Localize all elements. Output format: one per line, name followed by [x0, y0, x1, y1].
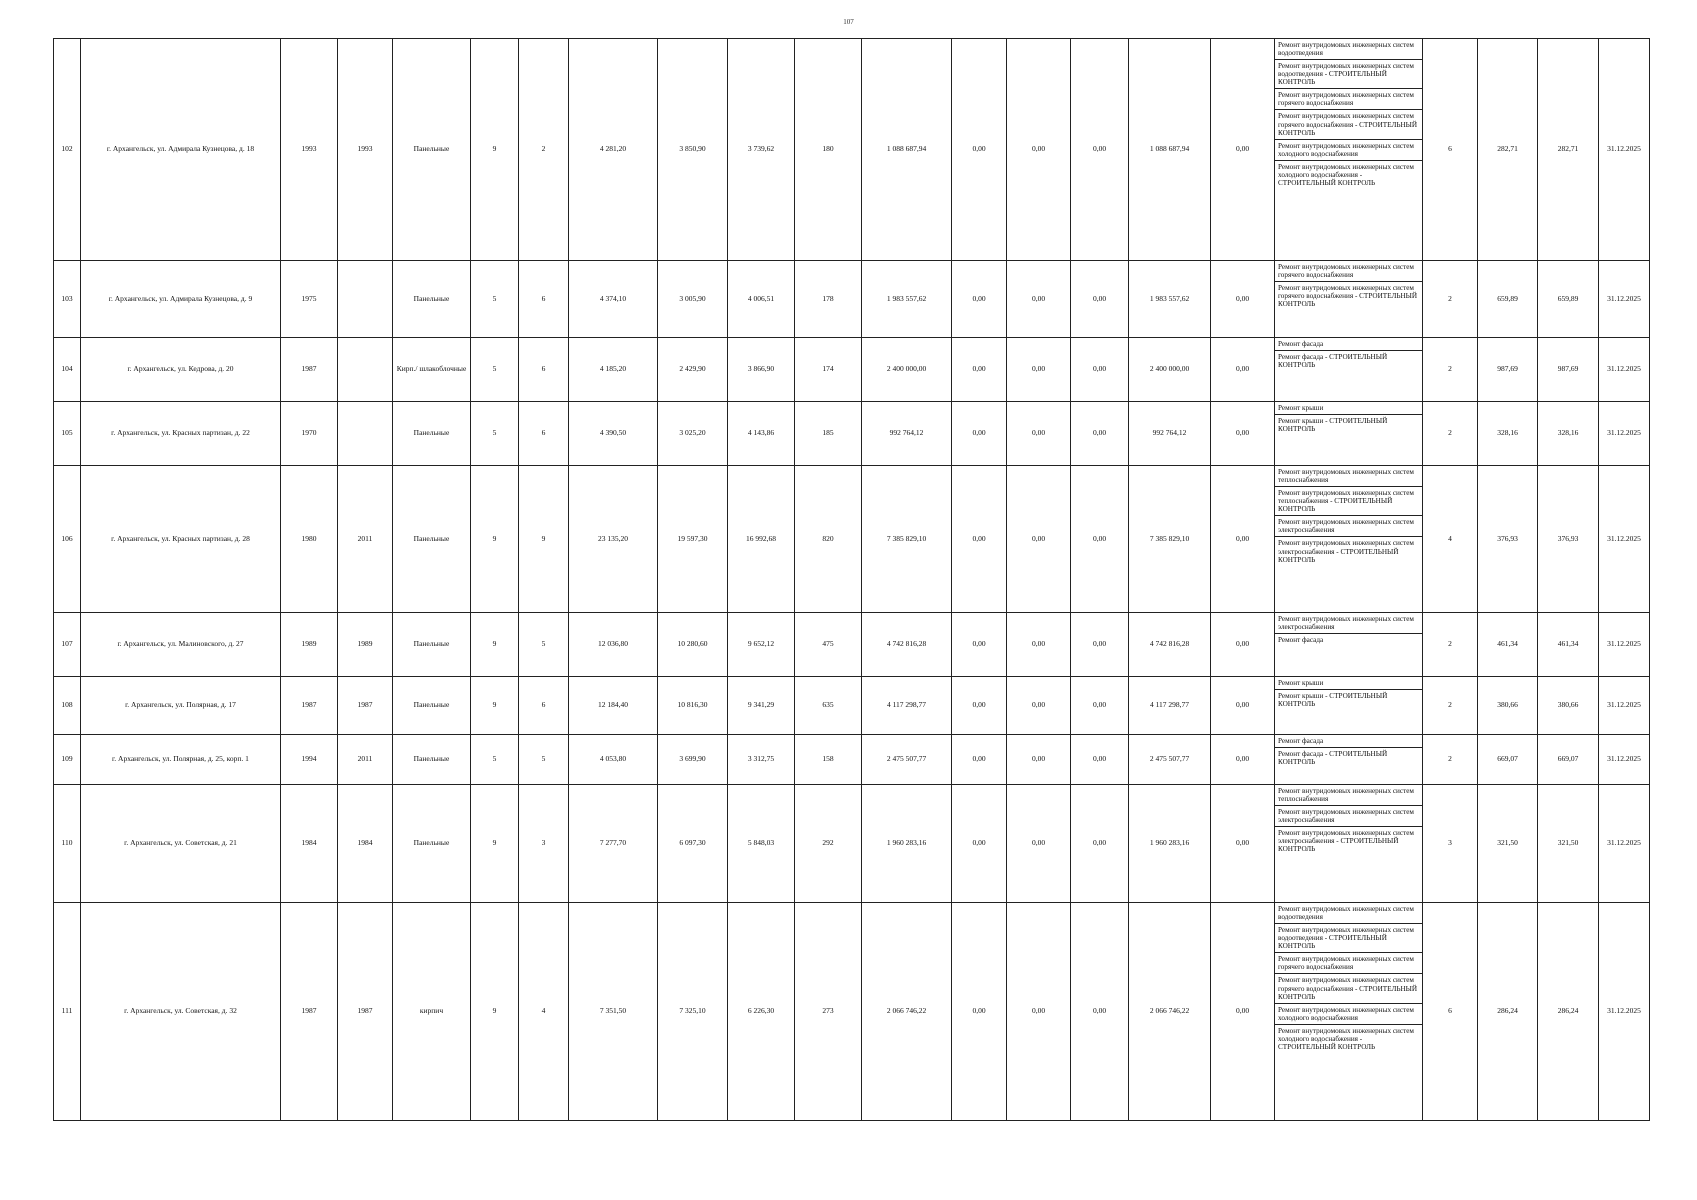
- work-item: Ремонт внутридомовых инженерных систем горячего водоснабжения - СТРОИТЕЛЬНЫЙ КОНТРОЛЬ: [1275, 110, 1422, 139]
- owned-area-cell: 9 341,29: [728, 677, 795, 735]
- year-overhaul-cell: 1987: [338, 677, 393, 735]
- works-list: [1275, 402, 1422, 435]
- owned-area-cell: 3 866,90: [728, 338, 795, 402]
- entrances-cell: 6: [519, 402, 569, 466]
- work-item: Ремонт внутридомовых инженерных систем электроснабжения - СТРОИТЕЛЬНЫЙ КОНТРОЛЬ: [1278, 829, 1414, 854]
- work-item: Ремонт внутридомовых инженерных систем электроснабжения: [1275, 613, 1422, 634]
- regional-fund-cell: 0,00: [1007, 677, 1071, 735]
- total-cost-cell: 4 742 816,28: [862, 613, 952, 677]
- max-unit-cost-cell: 328,16: [1538, 402, 1599, 466]
- owners-fund-cell: 992 764,12: [1129, 402, 1211, 466]
- works-count-cell: 4: [1423, 466, 1478, 613]
- municipal-fund-cell: 0,00: [1071, 466, 1129, 613]
- regional-fund-cell: 0,00: [1007, 785, 1071, 903]
- municipal-fund-cell: 0,00: [1071, 39, 1129, 261]
- floors-cell: 5: [471, 735, 519, 785]
- row-number: 105: [54, 402, 81, 466]
- owners-fund-cell: 1 088 687,94: [1129, 39, 1211, 261]
- unit-cost-cell: 286,24: [1478, 903, 1538, 1121]
- works-list: [1275, 261, 1422, 310]
- owners-fund-cell: 4 742 816,28: [1129, 613, 1211, 677]
- works-list-cell: [1275, 261, 1423, 338]
- works-count-cell: 2: [1423, 338, 1478, 402]
- entrances-cell: 9: [519, 466, 569, 613]
- work-item: Ремонт внутридомовых инженерных систем холодного водоснабжения: [1275, 140, 1422, 161]
- works-list-cell: [1275, 338, 1423, 402]
- work-item: Ремонт фасада: [1278, 636, 1324, 645]
- entrances-cell: 5: [519, 735, 569, 785]
- year-overhaul-cell: [338, 402, 393, 466]
- table-row: [54, 903, 1650, 1121]
- floors-cell: 9: [471, 466, 519, 613]
- address-cell: г. Архангельск, ул. Красных партизан, д. 28: [81, 466, 281, 613]
- year-overhaul-cell: [338, 261, 393, 338]
- address-cell: г. Архангельск, ул. Адмирала Кузнецова, д. 9: [81, 261, 281, 338]
- year-built-cell: 1987: [281, 903, 338, 1121]
- regional-fund-cell: 0,00: [1007, 261, 1071, 338]
- page-number: 107: [843, 18, 854, 26]
- other-fund-cell: 0,00: [1211, 338, 1275, 402]
- max-unit-cost-cell: 669,07: [1538, 735, 1599, 785]
- federal-fund-cell: 0,00: [952, 338, 1007, 402]
- total-area-cell: 4 281,20: [569, 39, 658, 261]
- total-area-cell: 4 390,50: [569, 402, 658, 466]
- living-area-cell: 3 699,90: [658, 735, 728, 785]
- floors-cell: 9: [471, 39, 519, 261]
- federal-fund-cell: 0,00: [952, 613, 1007, 677]
- living-area-cell: 6 097,30: [658, 785, 728, 903]
- year-overhaul-cell: 1987: [338, 903, 393, 1121]
- max-unit-cost-cell: 380,66: [1538, 677, 1599, 735]
- total-area-cell: 7 351,50: [569, 903, 658, 1121]
- living-area-cell: 3 850,90: [658, 39, 728, 261]
- deadline-cell: 31.12.2025: [1599, 338, 1650, 402]
- total-area-cell: 12 184,40: [569, 677, 658, 735]
- owned-area-cell: 6 226,30: [728, 903, 795, 1121]
- residents-cell: 178: [795, 261, 862, 338]
- unit-cost-cell: 321,50: [1478, 785, 1538, 903]
- works-list-cell: [1275, 677, 1423, 735]
- residents-cell: 180: [795, 39, 862, 261]
- unit-cost-cell: 376,93: [1478, 466, 1538, 613]
- total-area-cell: 12 036,80: [569, 613, 658, 677]
- table-row: [54, 402, 1650, 466]
- address-cell: г. Архангельск, ул. Малиновского, д. 27: [81, 613, 281, 677]
- municipal-fund-cell: 0,00: [1071, 402, 1129, 466]
- regional-fund-cell: 0,00: [1007, 735, 1071, 785]
- living-area-cell: 19 597,30: [658, 466, 728, 613]
- total-cost-cell: 2 066 746,22: [862, 903, 952, 1121]
- row-number: 104: [54, 338, 81, 402]
- work-item: Ремонт крыши: [1275, 677, 1422, 690]
- total-cost-cell: 992 764,12: [862, 402, 952, 466]
- work-item: Ремонт внутридомовых инженерных систем электроснабжения: [1275, 516, 1422, 537]
- works-list-cell: [1275, 735, 1423, 785]
- max-unit-cost-cell: 659,89: [1538, 261, 1599, 338]
- municipal-fund-cell: 0,00: [1071, 613, 1129, 677]
- row-number: 110: [54, 785, 81, 903]
- residents-cell: 185: [795, 402, 862, 466]
- works-list-cell: [1275, 466, 1423, 613]
- year-overhaul-cell: [338, 338, 393, 402]
- living-area-cell: 3 025,20: [658, 402, 728, 466]
- total-cost-cell: 1 983 557,62: [862, 261, 952, 338]
- address-cell: г. Архангельск, ул. Адмирала Кузнецова, д. 18: [81, 39, 281, 261]
- unit-cost-cell: 659,89: [1478, 261, 1538, 338]
- max-unit-cost-cell: 461,34: [1538, 613, 1599, 677]
- work-item: Ремонт внутридомовых инженерных систем водоотведения - СТРОИТЕЛЬНЫЙ КОНТРОЛЬ: [1275, 924, 1422, 953]
- row-number: 106: [54, 466, 81, 613]
- other-fund-cell: 0,00: [1211, 402, 1275, 466]
- municipal-fund-cell: 0,00: [1071, 338, 1129, 402]
- work-item: Ремонт внутридомовых инженерных систем горячего водоснабжения: [1275, 953, 1422, 974]
- works-list: [1275, 735, 1422, 768]
- wall-material-cell: Панельные: [393, 466, 471, 613]
- wall-material-cell: Панельные: [393, 785, 471, 903]
- other-fund-cell: 0,00: [1211, 785, 1275, 903]
- works-count-cell: 3: [1423, 785, 1478, 903]
- work-item: Ремонт внутридомовых инженерных систем горячего водоснабжения: [1275, 89, 1422, 110]
- federal-fund-cell: 0,00: [952, 735, 1007, 785]
- row-number: 111: [54, 903, 81, 1121]
- table-row: [54, 338, 1650, 402]
- works-list: [1275, 903, 1422, 1053]
- total-cost-cell: 7 385 829,10: [862, 466, 952, 613]
- regional-fund-cell: 0,00: [1007, 39, 1071, 261]
- owned-area-cell: 4 143,86: [728, 402, 795, 466]
- owners-fund-cell: 2 400 000,00: [1129, 338, 1211, 402]
- year-built-cell: 1987: [281, 338, 338, 402]
- owners-fund-cell: 1 983 557,62: [1129, 261, 1211, 338]
- entrances-cell: 2: [519, 39, 569, 261]
- owners-fund-cell: 2 475 507,77: [1129, 735, 1211, 785]
- works-list: [1275, 466, 1422, 566]
- works-count-cell: 2: [1423, 677, 1478, 735]
- year-overhaul-cell: 1989: [338, 613, 393, 677]
- federal-fund-cell: 0,00: [952, 39, 1007, 261]
- entrances-cell: 6: [519, 338, 569, 402]
- wall-material-cell: Панельные: [393, 402, 471, 466]
- regional-fund-cell: 0,00: [1007, 338, 1071, 402]
- work-item: Ремонт внутридомовых инженерных систем водоотведения: [1275, 39, 1422, 60]
- living-area-cell: 10 280,60: [658, 613, 728, 677]
- works-count-cell: 6: [1423, 903, 1478, 1121]
- works-count-cell: 2: [1423, 261, 1478, 338]
- floors-cell: 5: [471, 261, 519, 338]
- other-fund-cell: 0,00: [1211, 677, 1275, 735]
- work-item: Ремонт крыши: [1275, 402, 1422, 415]
- residents-cell: 820: [795, 466, 862, 613]
- deadline-cell: 31.12.2025: [1599, 613, 1650, 677]
- owners-fund-cell: 7 385 829,10: [1129, 466, 1211, 613]
- year-overhaul-cell: 1993: [338, 39, 393, 261]
- entrances-cell: 6: [519, 677, 569, 735]
- total-area-cell: 4 185,20: [569, 338, 658, 402]
- living-area-cell: 10 816,30: [658, 677, 728, 735]
- owners-fund-cell: 4 117 298,77: [1129, 677, 1211, 735]
- row-number: 103: [54, 261, 81, 338]
- work-item: Ремонт внутридомовых инженерных систем горячего водоснабжения - СТРОИТЕЛЬНЫЙ КОНТРОЛЬ: [1275, 974, 1422, 1003]
- works-count-cell: 6: [1423, 39, 1478, 261]
- unit-cost-cell: 669,07: [1478, 735, 1538, 785]
- work-item: Ремонт внутридомовых инженерных систем электроснабжения: [1275, 806, 1422, 827]
- wall-material-cell: Панельные: [393, 613, 471, 677]
- work-item: Ремонт внутридомовых инженерных систем водоотведения: [1275, 903, 1422, 924]
- work-item: Ремонт внутридомовых инженерных систем теплоснабжения: [1275, 466, 1422, 487]
- floors-cell: 9: [471, 903, 519, 1121]
- table-row: [54, 261, 1650, 338]
- works-list-cell: [1275, 785, 1423, 903]
- work-item: Ремонт внутридомовых инженерных систем холодного водоснабжения - СТРОИТЕЛЬНЫЙ КОНТРОЛЬ: [1278, 162, 1414, 187]
- address-cell: г. Архангельск, ул. Советская, д. 21: [81, 785, 281, 903]
- living-area-cell: 3 005,90: [658, 261, 728, 338]
- other-fund-cell: 0,00: [1211, 39, 1275, 261]
- works-list: [1275, 39, 1422, 189]
- wall-material-cell: Кирп./ шлакоблочные: [393, 338, 471, 402]
- works-list: [1275, 677, 1422, 710]
- floors-cell: 5: [471, 338, 519, 402]
- total-cost-cell: 1 088 687,94: [862, 39, 952, 261]
- unit-cost-cell: 328,16: [1478, 402, 1538, 466]
- entrances-cell: 3: [519, 785, 569, 903]
- wall-material-cell: Панельные: [393, 39, 471, 261]
- other-fund-cell: 0,00: [1211, 903, 1275, 1121]
- row-number: 107: [54, 613, 81, 677]
- work-item: Ремонт фасада - СТРОИТЕЛЬНЫЙ КОНТРОЛЬ: [1278, 750, 1388, 767]
- max-unit-cost-cell: 286,24: [1538, 903, 1599, 1121]
- regional-fund-cell: 0,00: [1007, 613, 1071, 677]
- unit-cost-cell: 461,34: [1478, 613, 1538, 677]
- floors-cell: 9: [471, 613, 519, 677]
- owned-area-cell: 16 992,68: [728, 466, 795, 613]
- total-area-cell: 4 053,80: [569, 735, 658, 785]
- address-cell: г. Архангельск, ул. Полярная, д. 17: [81, 677, 281, 735]
- residents-cell: 475: [795, 613, 862, 677]
- work-item: Ремонт внутридомовых инженерных систем теплоснабжения: [1275, 785, 1422, 806]
- residents-cell: 273: [795, 903, 862, 1121]
- year-built-cell: 1975: [281, 261, 338, 338]
- deadline-cell: 31.12.2025: [1599, 785, 1650, 903]
- table-row: [54, 466, 1650, 613]
- other-fund-cell: 0,00: [1211, 735, 1275, 785]
- table-row: [54, 677, 1650, 735]
- year-overhaul-cell: 2011: [338, 466, 393, 613]
- entrances-cell: 6: [519, 261, 569, 338]
- address-cell: г. Архангельск, ул. Кедрова, д. 20: [81, 338, 281, 402]
- deadline-cell: 31.12.2025: [1599, 735, 1650, 785]
- works-count-cell: 2: [1423, 402, 1478, 466]
- max-unit-cost-cell: 376,93: [1538, 466, 1599, 613]
- address-cell: г. Архангельск, ул. Полярная, д. 25, корп. 1: [81, 735, 281, 785]
- regional-fund-cell: 0,00: [1007, 466, 1071, 613]
- row-number: 108: [54, 677, 81, 735]
- works-count-cell: 2: [1423, 735, 1478, 785]
- table-row: [54, 39, 1650, 261]
- owned-area-cell: 4 006,51: [728, 261, 795, 338]
- year-overhaul-cell: 2011: [338, 735, 393, 785]
- deadline-cell: 31.12.2025: [1599, 39, 1650, 261]
- year-built-cell: 1994: [281, 735, 338, 785]
- residents-cell: 292: [795, 785, 862, 903]
- work-item: Ремонт крыши - СТРОИТЕЛЬНЫЙ КОНТРОЛЬ: [1278, 417, 1388, 434]
- unit-cost-cell: 282,71: [1478, 39, 1538, 261]
- deadline-cell: 31.12.2025: [1599, 402, 1650, 466]
- floors-cell: 9: [471, 677, 519, 735]
- work-item: Ремонт внутридомовых инженерных систем горячего водоснабжения: [1275, 261, 1422, 282]
- floors-cell: 9: [471, 785, 519, 903]
- residents-cell: 635: [795, 677, 862, 735]
- entrances-cell: 5: [519, 613, 569, 677]
- municipal-fund-cell: 0,00: [1071, 261, 1129, 338]
- works-list-cell: [1275, 613, 1423, 677]
- total-area-cell: 23 135,20: [569, 466, 658, 613]
- work-item: Ремонт фасада - СТРОИТЕЛЬНЫЙ КОНТРОЛЬ: [1278, 353, 1388, 370]
- total-cost-cell: 2 475 507,77: [862, 735, 952, 785]
- municipal-fund-cell: 0,00: [1071, 903, 1129, 1121]
- owned-area-cell: 9 652,12: [728, 613, 795, 677]
- federal-fund-cell: 0,00: [952, 903, 1007, 1121]
- row-number: 109: [54, 735, 81, 785]
- residents-cell: 158: [795, 735, 862, 785]
- work-item: Ремонт крыши - СТРОИТЕЛЬНЫЙ КОНТРОЛЬ: [1278, 692, 1388, 709]
- owned-area-cell: 5 848,03: [728, 785, 795, 903]
- total-area-cell: 4 374,10: [569, 261, 658, 338]
- floors-cell: 5: [471, 402, 519, 466]
- entrances-cell: 4: [519, 903, 569, 1121]
- year-built-cell: 1984: [281, 785, 338, 903]
- federal-fund-cell: 0,00: [952, 261, 1007, 338]
- address-cell: г. Архангельск, ул. Советская, д. 32: [81, 903, 281, 1121]
- works-list-cell: [1275, 903, 1423, 1121]
- other-fund-cell: 0,00: [1211, 613, 1275, 677]
- max-unit-cost-cell: 987,69: [1538, 338, 1599, 402]
- total-cost-cell: 2 400 000,00: [862, 338, 952, 402]
- federal-fund-cell: 0,00: [952, 677, 1007, 735]
- year-built-cell: 1987: [281, 677, 338, 735]
- works-list: [1275, 613, 1422, 646]
- works-list-cell: [1275, 402, 1423, 466]
- year-built-cell: 1970: [281, 402, 338, 466]
- owners-fund-cell: 1 960 283,16: [1129, 785, 1211, 903]
- table-row: [54, 785, 1650, 903]
- address-cell: г. Архангельск, ул. Красных партизан, д. 22: [81, 402, 281, 466]
- work-item: Ремонт внутридомовых инженерных систем горячего водоснабжения - СТРОИТЕЛЬНЫЙ КОНТРОЛЬ: [1278, 284, 1418, 309]
- table-row: [54, 613, 1650, 677]
- work-item: Ремонт фасада: [1275, 735, 1422, 748]
- deadline-cell: 31.12.2025: [1599, 466, 1650, 613]
- wall-material-cell: Панельные: [393, 677, 471, 735]
- unit-cost-cell: 380,66: [1478, 677, 1538, 735]
- year-built-cell: 1993: [281, 39, 338, 261]
- regional-fund-cell: 0,00: [1007, 402, 1071, 466]
- works-count-cell: 2: [1423, 613, 1478, 677]
- municipal-fund-cell: 0,00: [1071, 735, 1129, 785]
- federal-fund-cell: 0,00: [952, 466, 1007, 613]
- work-item: Ремонт внутридомовых инженерных систем водоотведения - СТРОИТЕЛЬНЫЙ КОНТРОЛЬ: [1275, 60, 1422, 89]
- unit-cost-cell: 987,69: [1478, 338, 1538, 402]
- regional-fund-cell: 0,00: [1007, 903, 1071, 1121]
- living-area-cell: 2 429,90: [658, 338, 728, 402]
- total-cost-cell: 1 960 283,16: [862, 785, 952, 903]
- wall-material-cell: Панельные: [393, 735, 471, 785]
- works-list: [1275, 785, 1422, 855]
- other-fund-cell: 0,00: [1211, 466, 1275, 613]
- year-overhaul-cell: 1984: [338, 785, 393, 903]
- max-unit-cost-cell: 282,71: [1538, 39, 1599, 261]
- year-built-cell: 1989: [281, 613, 338, 677]
- total-area-cell: 7 277,70: [569, 785, 658, 903]
- federal-fund-cell: 0,00: [952, 402, 1007, 466]
- register-body: [54, 39, 1650, 1121]
- works-list-cell: [1275, 39, 1423, 261]
- total-cost-cell: 4 117 298,77: [862, 677, 952, 735]
- max-unit-cost-cell: 321,50: [1538, 785, 1599, 903]
- year-built-cell: 1980: [281, 466, 338, 613]
- work-item: Ремонт внутридомовых инженерных систем холодного водоснабжения - СТРОИТЕЛЬНЫЙ КОНТРОЛЬ: [1278, 1026, 1414, 1051]
- works-list: [1275, 338, 1422, 371]
- owned-area-cell: 3 312,75: [728, 735, 795, 785]
- municipal-fund-cell: 0,00: [1071, 785, 1129, 903]
- deadline-cell: 31.12.2025: [1599, 261, 1650, 338]
- residents-cell: 174: [795, 338, 862, 402]
- row-number: 102: [54, 39, 81, 261]
- work-item: Ремонт фасада: [1275, 338, 1422, 351]
- work-item: Ремонт внутридомовых инженерных систем холодного водоснабжения: [1275, 1004, 1422, 1025]
- table-row: [54, 735, 1650, 785]
- wall-material-cell: Панельные: [393, 261, 471, 338]
- living-area-cell: 7 325,10: [658, 903, 728, 1121]
- other-fund-cell: 0,00: [1211, 261, 1275, 338]
- overhaul-register-table: [53, 38, 1650, 1121]
- federal-fund-cell: 0,00: [952, 785, 1007, 903]
- work-item: Ремонт внутридомовых инженерных систем электроснабжения - СТРОИТЕЛЬНЫЙ КОНТРОЛЬ: [1278, 539, 1414, 564]
- deadline-cell: 31.12.2025: [1599, 677, 1650, 735]
- municipal-fund-cell: 0,00: [1071, 677, 1129, 735]
- owned-area-cell: 3 739,62: [728, 39, 795, 261]
- deadline-cell: 31.12.2025: [1599, 903, 1650, 1121]
- owners-fund-cell: 2 066 746,22: [1129, 903, 1211, 1121]
- wall-material-cell: кирпич: [393, 903, 471, 1121]
- work-item: Ремонт внутридомовых инженерных систем теплоснабжения - СТРОИТЕЛЬНЫЙ КОНТРОЛЬ: [1275, 487, 1422, 516]
